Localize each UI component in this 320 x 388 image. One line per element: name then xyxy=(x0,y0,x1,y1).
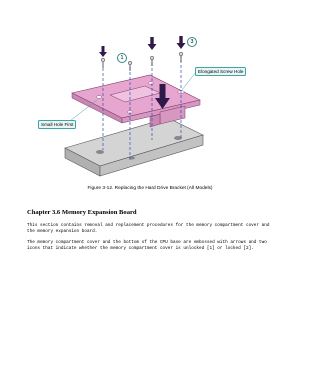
arrow-down-icon xyxy=(148,37,157,50)
screws xyxy=(101,52,183,71)
body-paragraph-1: This section contains removal and replacement procedures for the memory compartment cover and the memory expansion board. xyxy=(27,223,270,235)
figure-caption: Figure 3-12. Replacing the Hard Drive Bracket (All Models) xyxy=(87,186,213,191)
screw-1 xyxy=(101,58,105,68)
arrow-down-icon xyxy=(99,46,107,57)
hard-drive xyxy=(65,118,203,176)
section-heading: Chapter 3.6 Memory Expansion Board xyxy=(27,209,137,216)
elongated-screw-hole-label: Elongated Screw Hole xyxy=(195,67,246,76)
screw-3 xyxy=(150,56,154,66)
hard-drive-bracket-figure xyxy=(0,0,300,200)
screw-4 xyxy=(179,52,183,62)
body-paragraph-2: The memory compartment cover and the bottom of the CPU base are embossed with arrows and two icons that indicate whether the memory compartment cover is unlocked [1] or locked [2]. xyxy=(27,240,267,252)
arrow-down-icon xyxy=(177,36,186,49)
step-3-callout: 3 xyxy=(187,37,197,47)
step-1-callout: 1 xyxy=(117,53,127,63)
small-hole-first-label: Small Hole First xyxy=(38,120,76,129)
figure-illustration xyxy=(0,0,300,200)
screw-2 xyxy=(128,61,132,71)
